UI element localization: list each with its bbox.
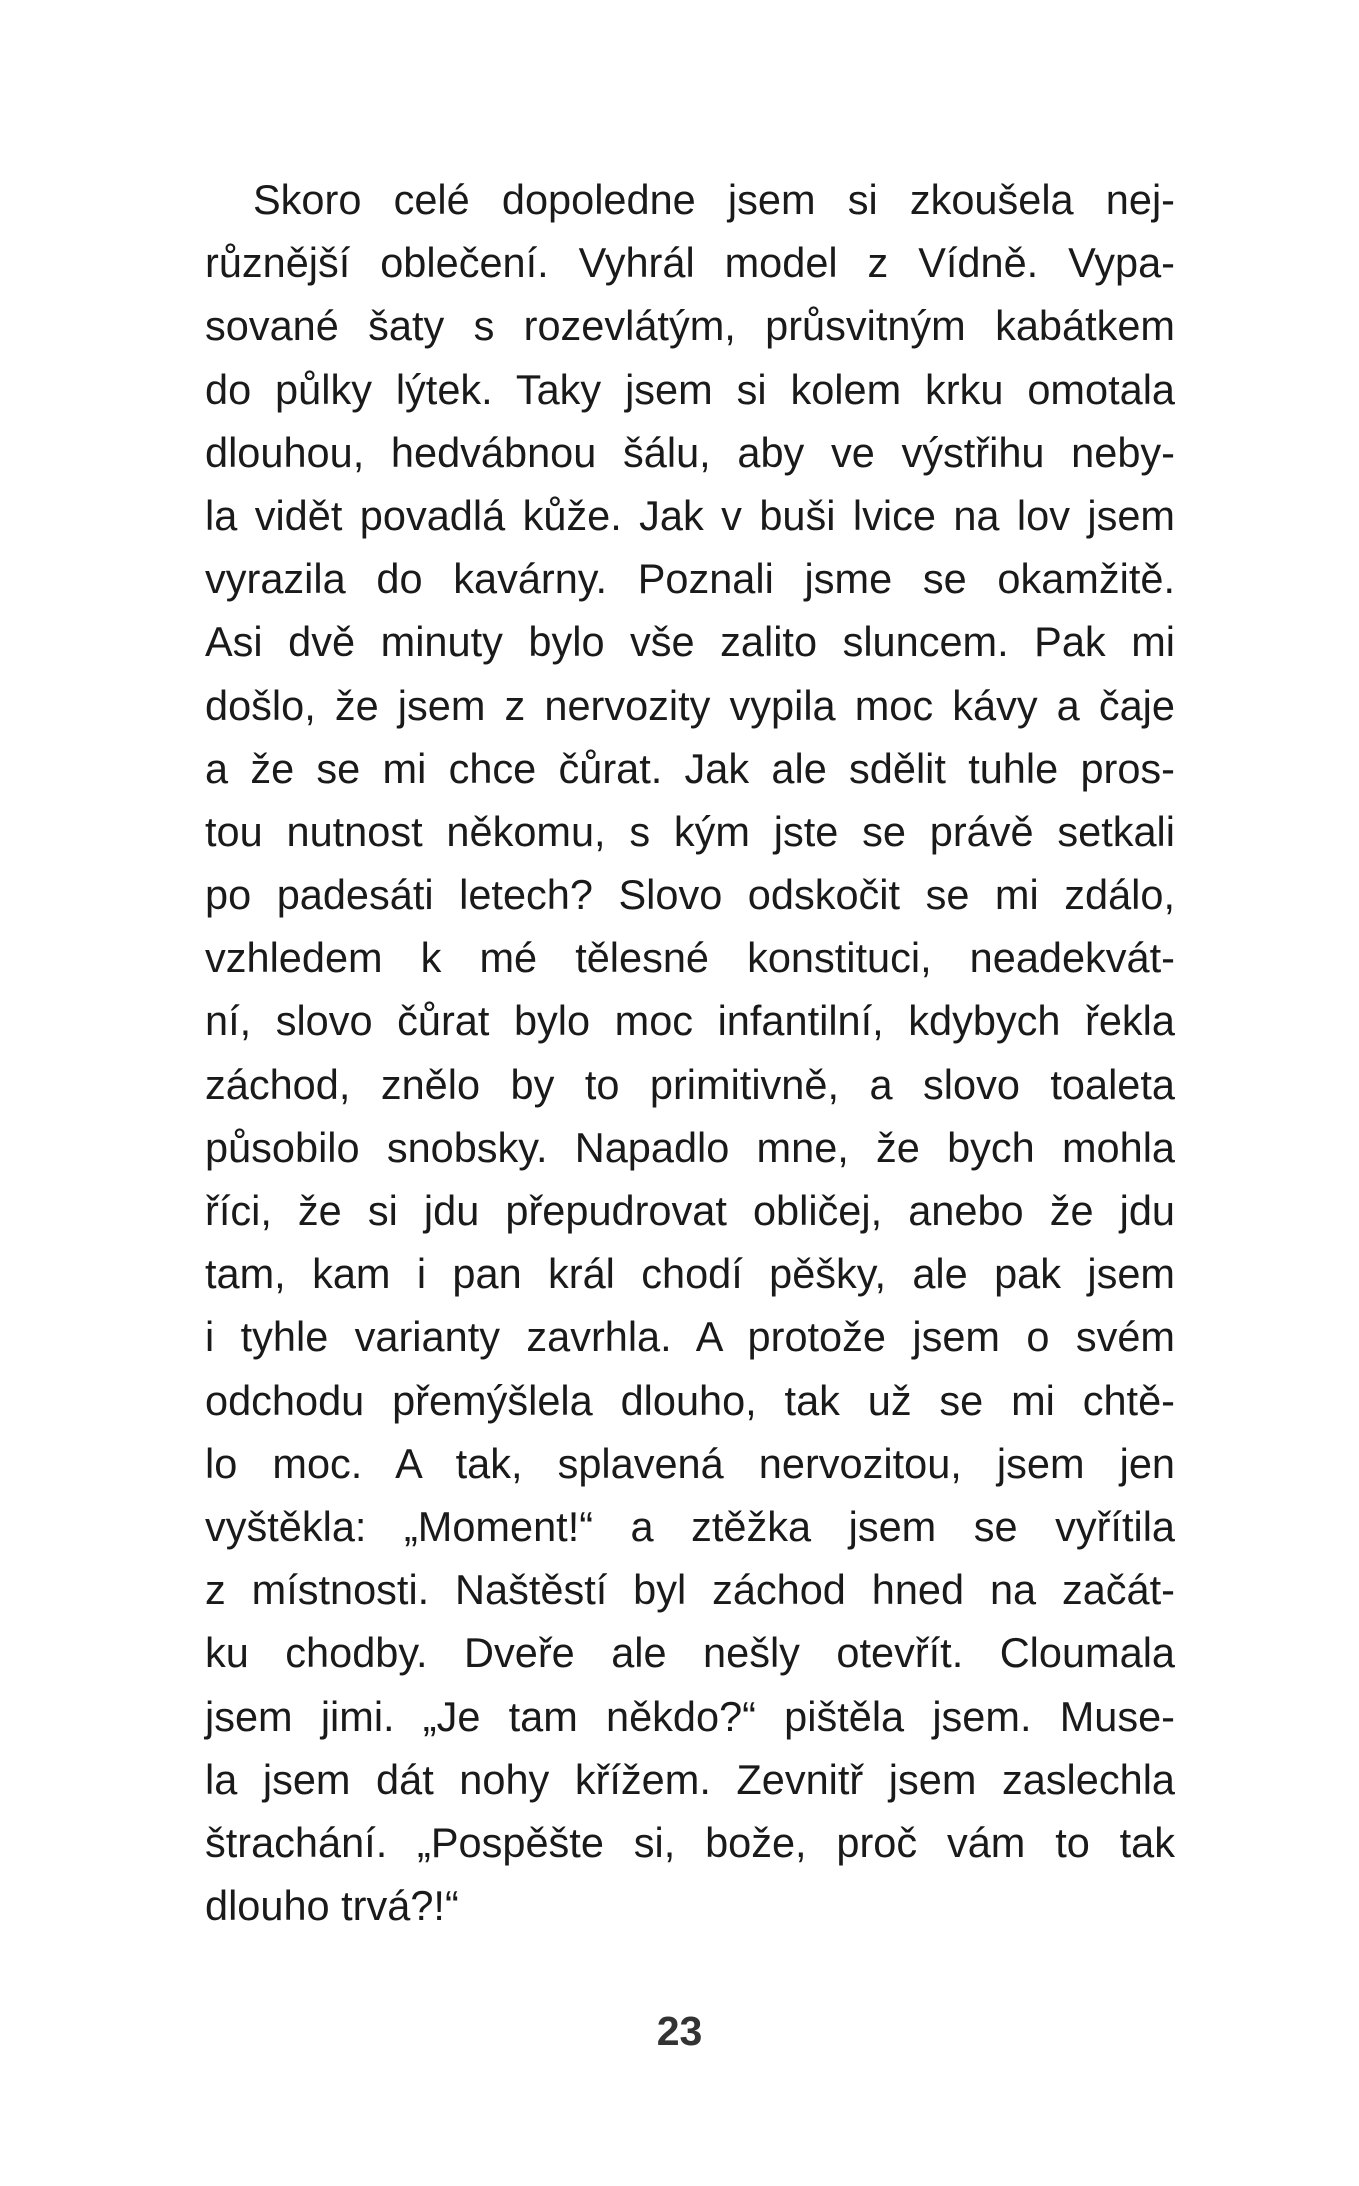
- text-line: do půlky lýtek. Taky jsem si kolem krku omotala: [205, 365, 1175, 413]
- text-line: dlouho trvá?!“: [205, 1882, 459, 1930]
- text-line: Skoro celé dopoledne jsem si zkoušela nej-: [253, 176, 1175, 223]
- text-line: ní, slovo čůrat bylo moc infantilní, kdybych řekla: [205, 997, 1175, 1045]
- text-line: štrachání. „Pospěšte si, bože, proč vám to tak: [205, 1818, 1175, 1866]
- text-line: došlo, že jsem z nervozity vypila moc kávy a čaje: [205, 681, 1175, 729]
- text-line: dlouhou, hedvábnou šálu, aby ve výstřihu neby-: [205, 428, 1175, 476]
- text-line: sované šaty s rozevlátým, průsvitným kabátkem: [205, 302, 1175, 350]
- page-number: 23: [656, 2008, 703, 2054]
- text-line: z místnosti. Naštěstí byl záchod hned na začát-: [205, 1566, 1175, 1614]
- text-line: lo moc. A tak, splavená nervozitou, jsem jen: [205, 1439, 1175, 1487]
- text-line: tam, kam i pan král chodí pěšky, ale pak jsem: [205, 1250, 1175, 1298]
- text-line: i tyhle varianty zavrhla. A protože jsem o svém: [205, 1313, 1175, 1361]
- text-line: la jsem dát nohy křížem. Zevnitř jsem zaslechla: [205, 1755, 1175, 1803]
- text-line: říci, že si jdu přepudrovat obličej, anebo že jdu: [205, 1187, 1175, 1234]
- body-paragraph: [205, 168, 1175, 1937]
- text-line: a že se mi chce čůrat. Jak ale sdělit tuhle pros-: [205, 744, 1175, 792]
- text-line: po padesáti letech? Slovo odskočit se mi zdálo,: [205, 871, 1175, 919]
- text-line: tou nutnost někomu, s kým jste se právě setkali: [205, 807, 1175, 855]
- text-line: vzhledem k mé tělesné konstituci, neadekvát-: [205, 934, 1175, 982]
- text-line: jsem jimi. „Je tam někdo?“ pištěla jsem. Muse-: [205, 1692, 1175, 1740]
- text-line: odchodu přemýšlela dlouho, tak už se mi chtě-: [205, 1376, 1175, 1424]
- text-line: vyštěkla: „Moment!“ a ztěžka jsem se vyřítila: [205, 1502, 1175, 1550]
- text-line: působilo snobsky. Napadlo mne, že bych mohla: [205, 1123, 1175, 1171]
- text-line: vyrazila do kavárny. Poznali jsme se okamžitě.: [205, 555, 1175, 603]
- text-line: Asi dvě minuty bylo vše zalito sluncem. Pak mi: [205, 618, 1175, 666]
- text-line: ku chodby. Dveře ale nešly otevřít. Cloumala: [205, 1629, 1175, 1677]
- text-line: la vidět povadlá kůže. Jak v buši lvice na lov jsem: [205, 491, 1175, 539]
- text-line: záchod, znělo by to primitivně, a slovo toaleta: [205, 1060, 1175, 1108]
- text-line: různější oblečení. Vyhrál model z Vídně. Vypa-: [205, 239, 1175, 287]
